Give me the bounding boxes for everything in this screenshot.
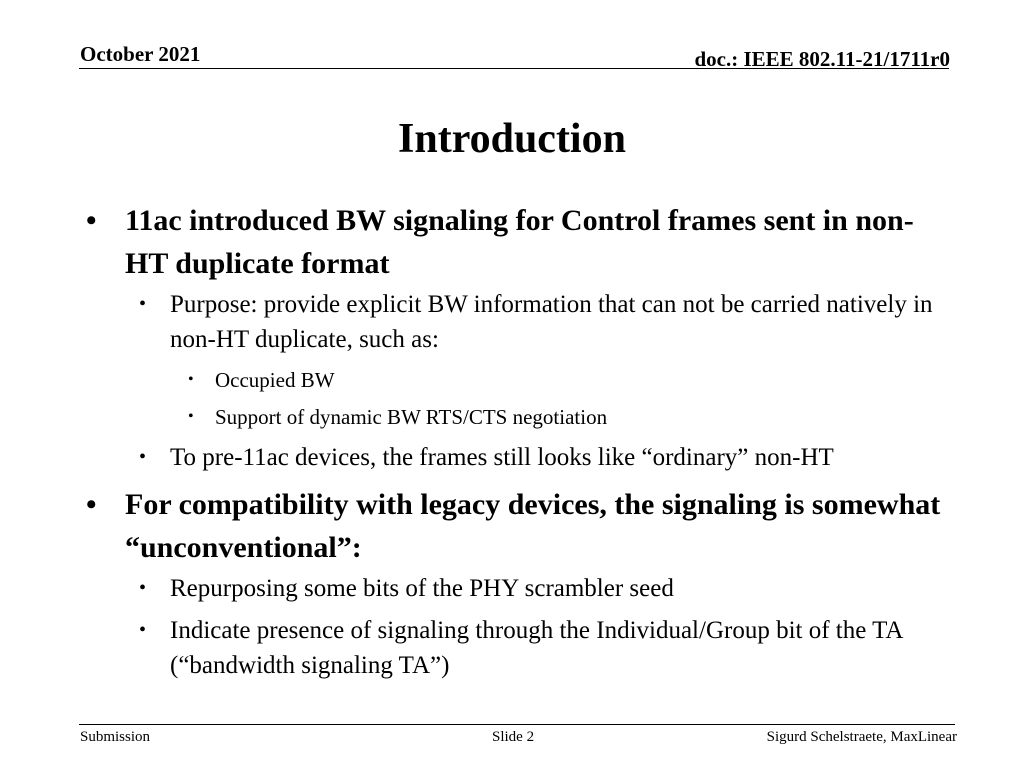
footer-author: Sigurd Schelstraete, MaxLinear — [766, 729, 957, 745]
footer-submission: Submission — [80, 729, 151, 745]
bullet-marker: • — [188, 408, 194, 425]
bullet-marker: • — [86, 488, 97, 521]
bullet-marker: • — [86, 204, 97, 237]
bullet-marker: • — [139, 577, 147, 599]
header-doc-id: doc.: IEEE 802.11-21/1711r0 — [694, 47, 950, 71]
bullet-text: Repurposing some bits of the PHY scrambler seed — [170, 575, 674, 602]
footer-divider — [79, 724, 955, 725]
slide-title: Introduction — [398, 116, 626, 162]
bullet-text: Support of dynamic BW RTS/CTS negotiation — [215, 405, 608, 429]
footer-slide-number: Slide 2 — [492, 729, 535, 745]
bullet-marker: • — [188, 371, 194, 388]
bullet-marker: • — [139, 446, 147, 468]
bullet-marker: • — [139, 619, 147, 641]
bullet-text: Purpose: provide explicit BW information that can not be carried natively in non-HT duplicate, such as: — [170, 291, 933, 353]
bullet-text: To pre-11ac devices, the frames still looks like “ordinary” non-HT — [170, 444, 834, 471]
header-date: October 2021 — [80, 42, 201, 66]
bullet-text: Indicate presence of signaling through the Individual/Group bit of the TA (“bandwidth signaling TA”) — [170, 617, 903, 679]
bullet-text: 11ac introduced BW signaling for Control frames sent in non-HT duplicate format — [125, 204, 914, 280]
bullet-text: Occupied BW — [215, 368, 335, 392]
bullet-marker: • — [139, 293, 147, 315]
bullet-text: For compatibility with legacy devices, the signaling is somewhat “unconventional”: — [125, 488, 941, 564]
